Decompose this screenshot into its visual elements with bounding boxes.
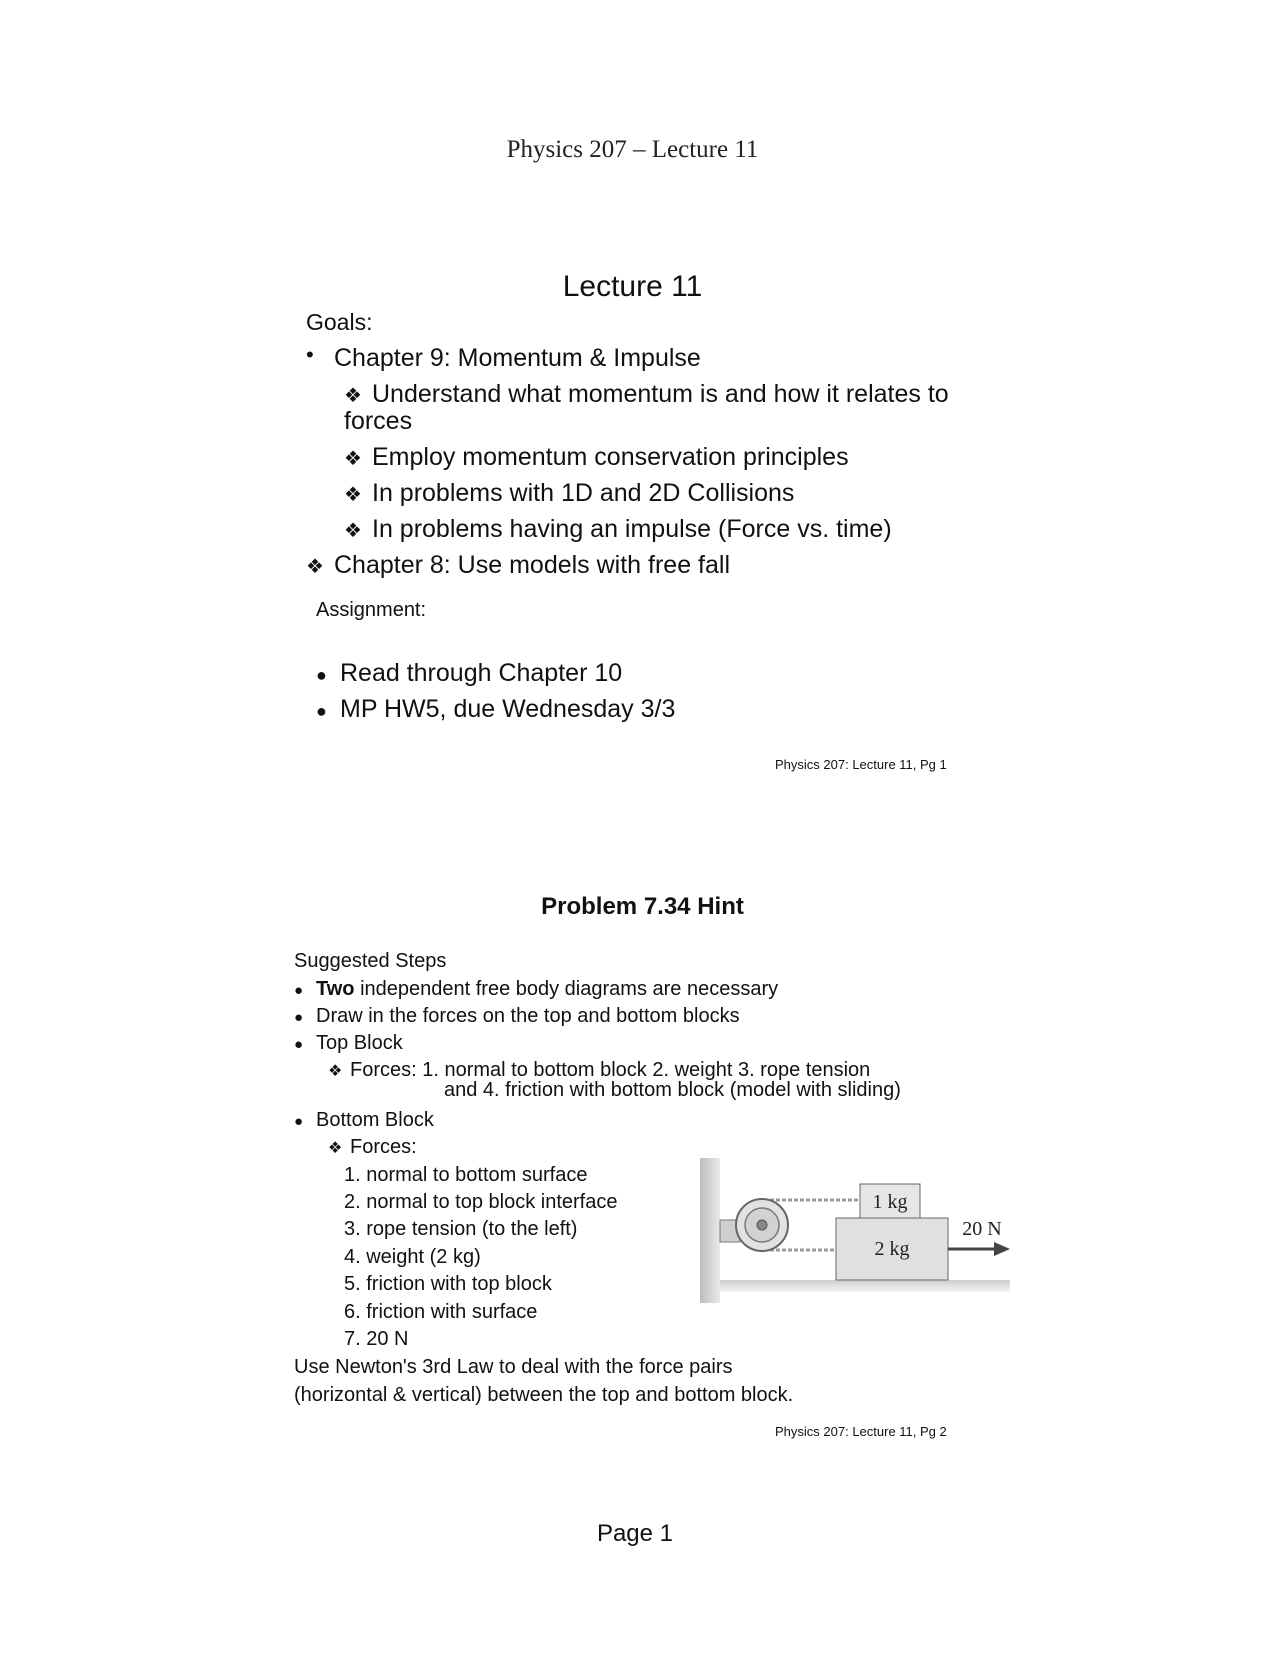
assignment-item-text: Read through Chapter 10	[340, 659, 623, 687]
goal-sub-item	[344, 443, 849, 472]
closing-line: Use Newton's 3rd Law to deal with the force pairs	[294, 1356, 733, 1378]
goal-sub-item-text: In problems having an impulse (Force vs. time)	[372, 515, 892, 543]
top-forces-continued: and 4. friction with bottom block (model with sliding)	[444, 1079, 901, 1101]
bottom-force-item: 3. rope tension (to the left)	[344, 1218, 578, 1240]
dot-bullet-icon: ●	[294, 1036, 304, 1053]
goal-chapter8-text: Chapter 8: Use models with free fall	[334, 551, 731, 579]
slide1-page-label: Physics 207: Lecture 11, Pg 1	[775, 757, 947, 772]
suggested-steps-label: Suggested Steps	[294, 950, 447, 972]
step-bullet	[294, 1108, 434, 1134]
diamond-bullet-icon: ❖	[328, 1140, 343, 1157]
page-number: Page 1	[596, 1520, 674, 1547]
top-block-mass-label: 1 kg	[872, 1191, 908, 1213]
goal-sub-item	[344, 380, 949, 409]
pulley-axle	[757, 1220, 767, 1230]
assignment-item-text: MP HW5, due Wednesday 3/3	[340, 695, 676, 723]
bottom-forces-label	[328, 1135, 417, 1161]
step-bullet	[294, 1004, 740, 1030]
dot-bullet-icon: ●	[294, 1113, 304, 1130]
closing-line: (horizontal & vertical) between the top and bottom block.	[294, 1384, 794, 1406]
goal-sub-item-text: In problems with 1D and 2D Collisions	[372, 479, 795, 507]
diamond-bullet-icon: ❖	[344, 448, 362, 470]
force-arrow-icon	[994, 1242, 1010, 1256]
bottom-force-item: 2. normal to top block interface	[344, 1191, 618, 1213]
goal-chapter9-text: Chapter 9: Momentum & Impulse	[334, 344, 701, 372]
step-text: Draw in the forces on the top and bottom blocks	[316, 1005, 740, 1027]
diamond-bullet-icon: ❖	[328, 1063, 343, 1080]
bottom-block-mass-label: 2 kg	[874, 1238, 910, 1260]
top-forces-text: Forces: 1. normal to bottom block 2. weight 3. rope tension	[350, 1059, 871, 1081]
diamond-bullet-icon: ❖	[306, 556, 324, 578]
slide1-title: Lecture 11	[562, 270, 703, 303]
goal-chapter9	[306, 344, 701, 373]
bottom-force-item: 4. weight (2 kg)	[344, 1246, 481, 1268]
bottom-force-item: 6. friction with surface	[344, 1301, 538, 1323]
dot-bullet-icon: ●	[294, 982, 304, 999]
emphasis-text: Two	[316, 978, 355, 1000]
wall	[700, 1158, 720, 1303]
diamond-bullet-icon: ❖	[344, 520, 362, 542]
step-bullet	[294, 977, 778, 1003]
floor-surface	[720, 1280, 1010, 1292]
bottom-force-item: 7. 20 N	[344, 1328, 409, 1350]
slide2-page-label: Physics 207: Lecture 11, Pg 2	[775, 1424, 947, 1439]
diamond-bullet-icon: ❖	[344, 484, 362, 506]
slide2-title: Problem 7.34 Hint	[541, 893, 744, 920]
bottom-force-item: 1. normal to bottom surface	[344, 1164, 588, 1186]
step-text: independent free body diagrams are necessary	[354, 978, 779, 1000]
step-text: Bottom Block	[316, 1109, 434, 1131]
assignment-item	[316, 695, 675, 724]
goal-sub-item	[344, 515, 892, 544]
step-text: Top Block	[316, 1032, 403, 1054]
document-header: Physics 207 – Lecture 11	[506, 136, 759, 163]
assignment-item	[316, 659, 622, 688]
dot-bullet-icon: ●	[294, 1009, 304, 1026]
applied-force-label: 20 N	[962, 1218, 1002, 1240]
bullet-icon: •	[306, 342, 314, 367]
goal-sub-item-continued: forces	[344, 407, 413, 435]
bottom-force-item: 5. friction with top block	[344, 1273, 552, 1295]
bottom-forces-label-text: Forces:	[350, 1136, 417, 1158]
goal-sub-item	[344, 479, 794, 508]
goal-sub-item-text: Understand what momentum is and how it relates to	[372, 380, 949, 408]
blocks-pulley-figure	[700, 1158, 1010, 1303]
goal-chapter8	[306, 551, 730, 580]
step-bullet	[294, 1031, 403, 1057]
goal-sub-item-text: Employ momentum conservation principles	[372, 443, 849, 471]
dot-bullet-icon: ●	[316, 665, 327, 685]
diamond-bullet-icon: ❖	[344, 385, 362, 407]
goals-label: Goals:	[306, 309, 373, 335]
dot-bullet-icon: ●	[316, 701, 327, 721]
assignment-label: Assignment:	[316, 599, 427, 621]
